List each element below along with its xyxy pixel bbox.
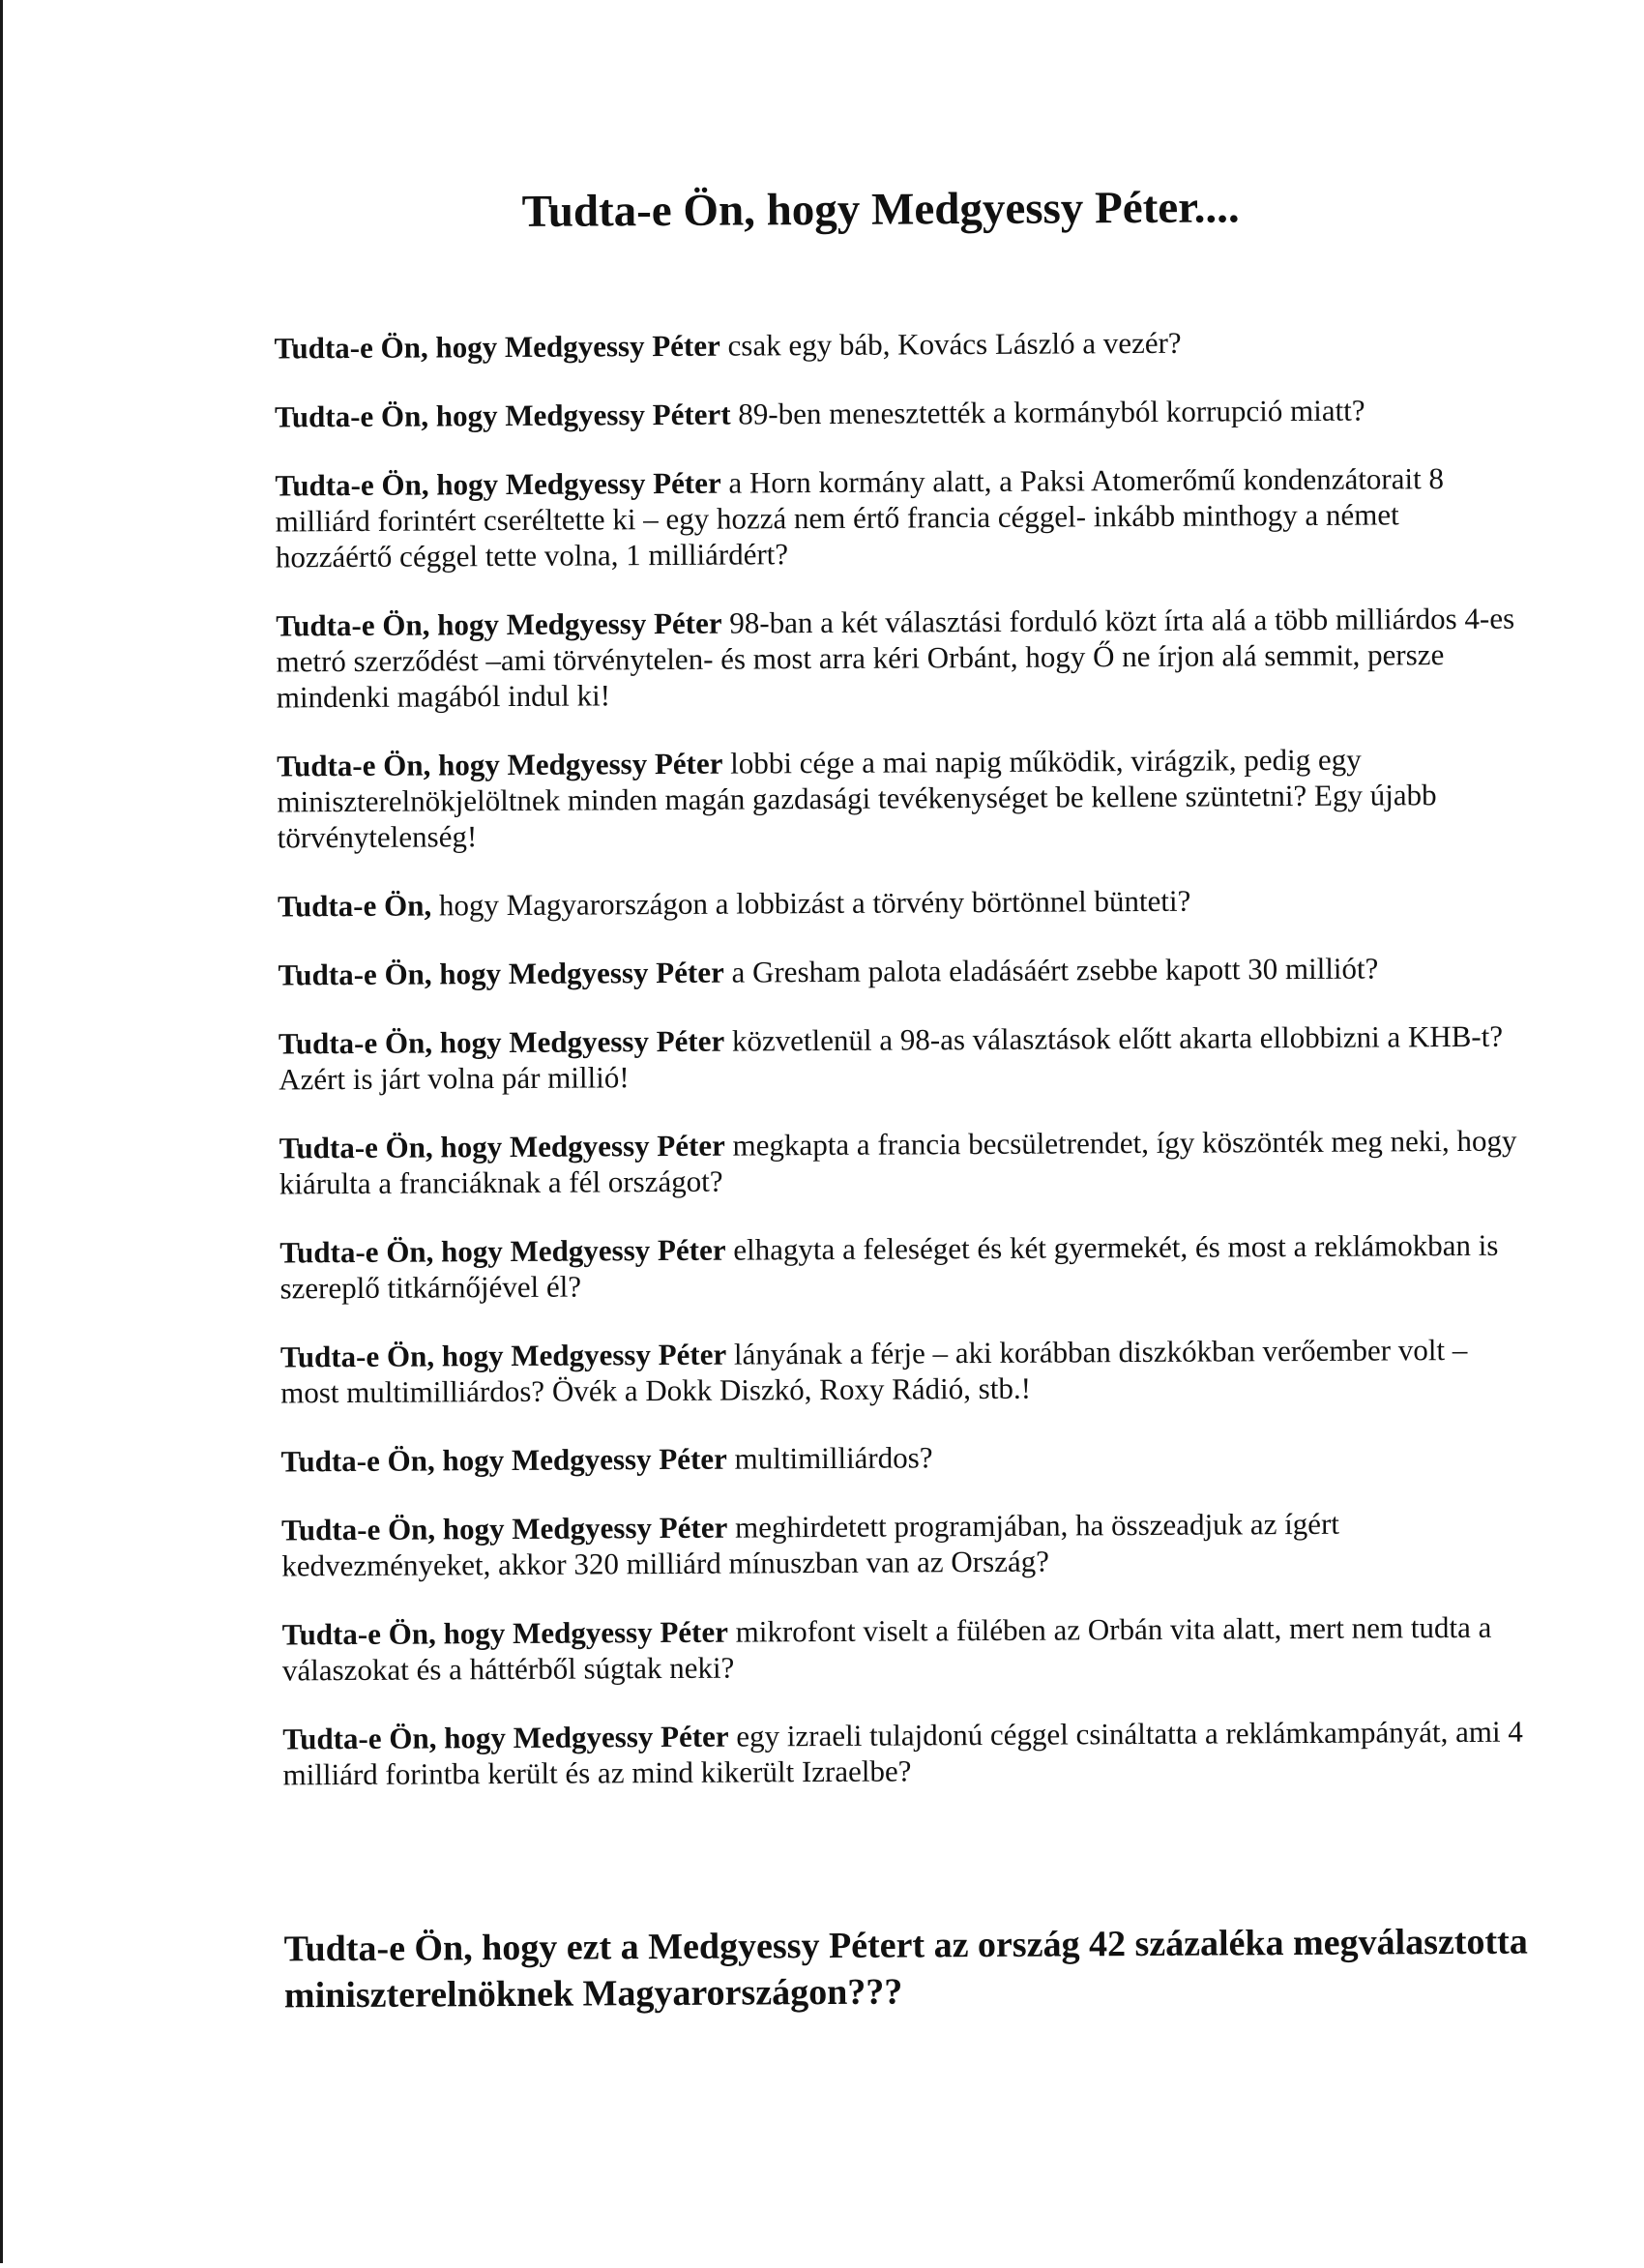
question-subject: Medgyessy Péter	[509, 1128, 725, 1163]
question-item	[274, 323, 1521, 367]
question-text: 89-ben menesztették a kormányból korrupció miatt?	[738, 393, 1365, 431]
question-item	[277, 741, 1525, 856]
question-lead: Tudta-e Ön, hogy	[274, 398, 498, 434]
question-lead: Tudta-e Ön, hogy	[278, 1025, 502, 1061]
question-text: elhagyta a feleséget és két gyermekét, és most a reklámokban is szereplő titkárnőjével él?	[279, 1227, 1499, 1306]
question-item	[282, 1714, 1530, 1793]
question-item	[275, 392, 1522, 435]
question-subject: Medgyessy Péter	[511, 1441, 727, 1477]
question-subject: Medgyessy Péter	[506, 605, 722, 642]
question-lead: Tudta-e Ön, hogy	[280, 1443, 505, 1479]
question-text: csak egy báb, Kovács László a vezér?	[727, 325, 1182, 363]
question-item	[279, 1123, 1527, 1202]
question-text: hogy Magyarországon a lobbizást a törvény börtönnel bünteti?	[438, 883, 1191, 923]
question-text: meghirdetett programjában, ha összeadjuk az ígért kedvezményeket, akkor 320 milliárd mínuszban van az Ország?	[281, 1506, 1340, 1583]
question-subject: Medgyessy Péter	[511, 1337, 727, 1372]
question-text: a Horn kormány alatt, a Paksi Atomerőmű kondenzátorait 8 milliárd forintért cseréltette ki – egy hozzá nem értő francia céggel- inkább minthogy a német hozzáértő céggel tette volna, 1 milliárdért?	[275, 461, 1445, 574]
question-lead: Tudta-e Ön, hogy	[279, 1339, 504, 1374]
question-subject: Medgyessy Péter	[507, 746, 723, 782]
question-subject: Medgyessy Pétert	[505, 397, 731, 433]
question-item	[280, 1436, 1528, 1480]
question-lead: Tudta-e Ön, hogy	[278, 957, 502, 992]
question-text: multimilliárdos?	[734, 1440, 933, 1476]
question-lead: Tudta-e Ön, hogy	[281, 1616, 506, 1652]
question-lead: Tudta-e Ön, hogy	[279, 1234, 503, 1270]
question-subject: Medgyessy Péter	[509, 1023, 725, 1059]
question-text: 98-ban a két választási forduló közt írta alá a több milliárdos 4-es metró szerződést –ami törvénytelen- és most arra kéri Orbánt, hogy Ő ne írjon alá semmit, persze mindenki magából indul ki!	[276, 601, 1515, 715]
question-subject: Medgyessy Péter	[512, 1614, 729, 1650]
question-lead: Tudta-e Ön,	[277, 888, 432, 924]
question-lead: Tudta-e Ön, hogy	[274, 330, 498, 366]
question-text: a Gresham palota eladásáért zsebbe kapott 30 milliót?	[731, 951, 1379, 989]
question-lead: Tudta-e Ön, hogy	[282, 1721, 507, 1756]
question-item	[276, 601, 1524, 716]
question-item	[275, 460, 1523, 575]
question-lead: Tudta-e Ön, hogy	[280, 1512, 505, 1547]
question-item	[279, 1018, 1526, 1098]
question-lead: Tudta-e Ön, hogy	[279, 1130, 503, 1165]
question-subject: Medgyessy Péter	[510, 1232, 726, 1268]
question-list	[274, 323, 1530, 1826]
question-item	[278, 881, 1525, 925]
question-text: közvetlenül a 98-as választások előtt akarta ellobbizni a KHB-t? Azért is járt volna pár millió!	[279, 1018, 1504, 1097]
question-subject: Medgyessy Péter	[505, 465, 721, 502]
question-text: mikrofont viselt a fülében az Orbán vita alatt, mert nem tudta a válaszokat és a háttérből súgtak neki?	[281, 1609, 1492, 1688]
question-item	[279, 1227, 1527, 1307]
question-text: lobbi cége a mai napig működik, virágzik, pedig egy miniszterelnökjelöltnek minden magán gazdasági tevékenységet be kellene szüntetni? Egy újabb törvénytelenség!	[277, 742, 1437, 855]
question-text: lányának a férje – aki korábban diszkókban verőember volt – most multimilliárdos? Övék a Dokk Diszkó, Roxy Rádió, stb.!	[280, 1332, 1468, 1410]
question-item	[280, 1332, 1528, 1411]
page-title: Tudta-e Ön, hogy Medgyessy Péter....	[521, 182, 1240, 237]
closing-question: Tudta-e Ön, hogy ezt a Medgyessy Pétert az ország 42 százaléka megválasztotta miniszterelnöknek Magyarországon???	[283, 1921, 1528, 2017]
question-subject: Medgyessy Péter	[508, 955, 724, 990]
question-item	[281, 1505, 1529, 1584]
question-subject: Medgyessy Péter	[504, 328, 720, 365]
question-item	[282, 1609, 1530, 1689]
question-lead: Tudta-e Ön, hogy	[275, 467, 499, 503]
question-text: egy izraeli tulajdonú céggel csináltatta a reklámkampányát, ami 4 milliárd forintba került és az mind kikerült Izraelbe?	[282, 1714, 1523, 1792]
question-text: megkapta a francia becsületrendet, így köszönték meg neki, hogy kiárulta a franciáknak a fél országot?	[279, 1123, 1517, 1201]
question-subject: Medgyessy Péter	[512, 1510, 728, 1546]
question-item	[278, 950, 1525, 993]
question-lead: Tudta-e Ön, hogy	[276, 607, 499, 643]
question-subject: Medgyessy Péter	[513, 1719, 729, 1754]
question-lead: Tudta-e Ön, hogy	[277, 748, 500, 783]
